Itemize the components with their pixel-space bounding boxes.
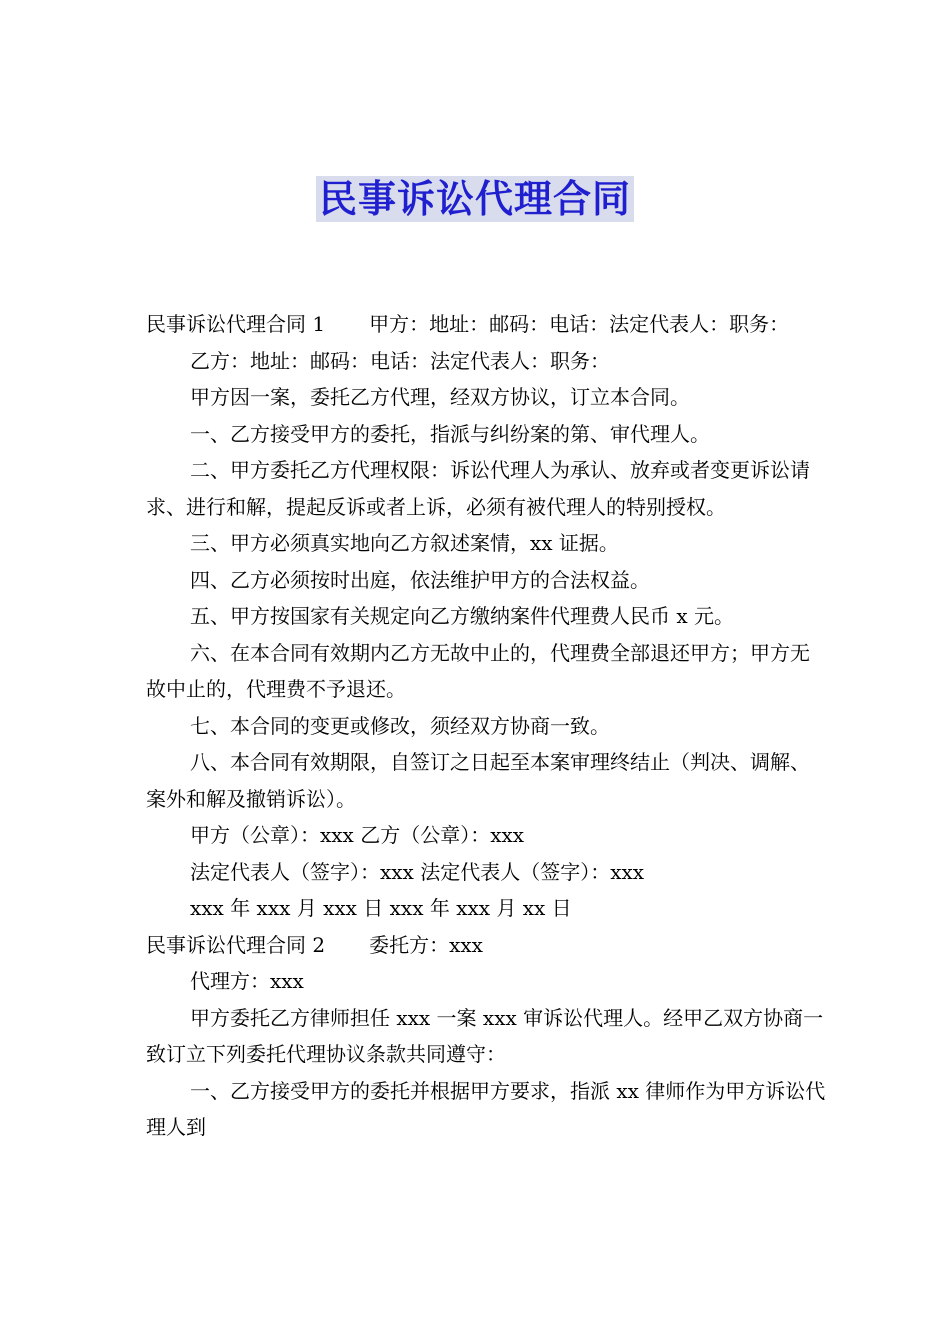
contract2-heading: 民事诉讼代理合同 2	[146, 932, 326, 957]
contract2-principal-line: 委托方：xxx	[369, 932, 483, 957]
title-container	[0, 176, 950, 222]
contract1-representative-line: 法定代表人（签字）：xxx 法定代表人（签字）：xxx	[190, 859, 645, 884]
contract1-clause-4: 四、乙方必须按时出庭，依法维护甲方的合法权益。	[190, 567, 650, 592]
contract2-agent-line: 代理方：xxx	[190, 969, 304, 993]
contract1-clause-8: 八、本合同有效期限，自签订之日起至本案审理终结止（判决、调解、案外和解及撤销诉讼）。	[146, 750, 810, 811]
contract1-clause-5: 五、甲方按国家有关规定向乙方缴纳案件代理费人民币 x 元。	[190, 604, 734, 628]
contract1-clause-7: 七、本合同的变更或修改，须经双方协商一致。	[190, 713, 610, 738]
contract1-clause-2: 二、甲方委托乙方代理权限：诉讼代理人为承认、放弃或者变更诉讼请求、进行和解，提起反诉或者上诉，必须有被代理人的特别授权。	[146, 458, 810, 519]
contract2-clause-1: 一、乙方接受甲方的委托并根据甲方要求，指派 xx 律师作为甲方诉讼代理人到	[146, 1078, 826, 1139]
contract1-date-line: xxx 年 xxx 月 xxx 日 xxx 年 xxx 月 xx 日	[190, 896, 572, 920]
contract1-clause-6: 六、在本合同有效期内乙方无故中止的，代理费全部退还甲方；甲方无故中止的，代理费不予退还。	[146, 640, 810, 701]
contract1-intro: 甲方因一案，委托乙方代理，经双方协议，订立本合同。	[190, 385, 690, 409]
contract2-opening-paragraph	[146, 927, 826, 964]
contract1-heading: 民事诉讼代理合同 1	[146, 312, 326, 336]
document-body	[146, 306, 826, 1146]
contract1-party-b-line: 乙方：地址：邮码：电话：法定代表人：职务：	[190, 348, 610, 373]
contract2-intro: 甲方委托乙方律师担任 xxx 一案 xxx 审诉讼代理人。经甲乙双方协商一致订立下列委托代理协议条款共同遵守：	[146, 1005, 824, 1066]
contract1-opening-paragraph	[146, 306, 826, 343]
contract1-clause-1: 一、乙方接受甲方的委托，指派与纠纷案的第、审代理人。	[190, 421, 710, 446]
contract1-seal-line: 甲方（公章）：xxx 乙方（公章）：xxx	[190, 823, 525, 847]
contract1-clause-3: 三、甲方必须真实地向乙方叙述案情，xx 证据。	[190, 531, 619, 555]
contract1-party-a-line: 甲方：地址：邮码：电话：法定代表人：职务：	[369, 312, 790, 336]
document-title: 民事诉讼代理合同	[316, 176, 634, 222]
